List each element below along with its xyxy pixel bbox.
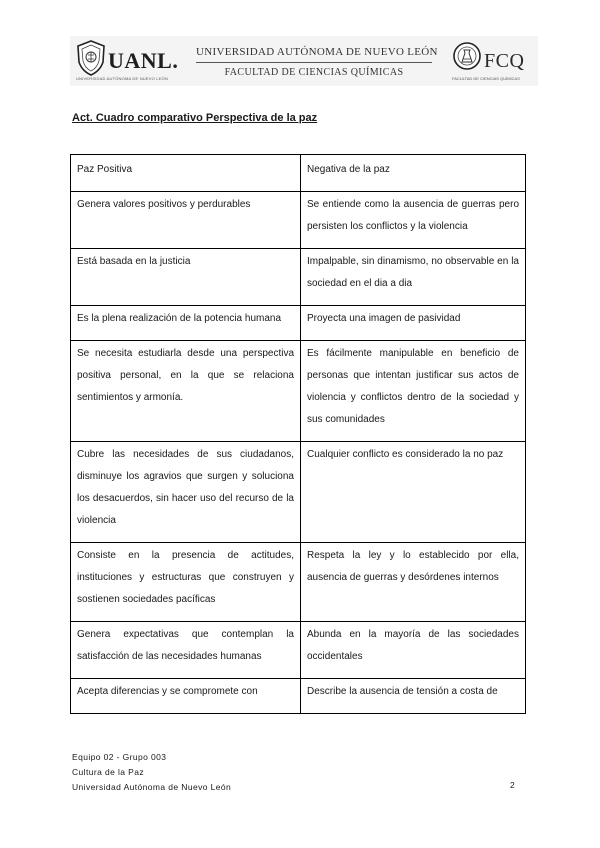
footer-team: Equipo 02 - Grupo 003: [72, 752, 167, 762]
table-row: [71, 192, 526, 249]
table-row: [71, 249, 526, 306]
table-cell: Se necesita estudiarla desde una perspectiva positiva personal, en la que se relaciona sentimientos y armonía.: [71, 341, 301, 442]
page-footer: [72, 750, 231, 795]
header-negativa-paz: Negativa de la paz: [301, 155, 526, 192]
table-row: [71, 679, 526, 714]
table-cell: Cualquier conflicto es considerado la no paz: [301, 442, 526, 543]
table-cell: Proyecta una imagen de pasividad: [301, 306, 526, 341]
university-name: UNIVERSIDAD AUTÓNOMA DE NUEVO LEÓN: [196, 46, 438, 58]
header-paz-positiva: Paz Positiva: [71, 155, 301, 192]
table-cell: Describe la ausencia de tensión a costa de: [301, 679, 526, 714]
fcq-seal-icon: [452, 40, 482, 74]
uanl-wordmark: UANL.: [108, 48, 179, 73]
document-title: Act. Cuadro comparativo Perspectiva de la paz: [72, 112, 318, 124]
fcq-logo: [452, 40, 538, 82]
table-cell: Genera valores positivos y perdurables: [71, 192, 301, 249]
table-row: [71, 622, 526, 679]
table-cell: Consiste en la presencia de actitudes, instituciones y estructuras que construyen y sostienen sociedades pacíficas: [71, 543, 301, 622]
table-cell: Impalpable, sin dinamismo, no observable en la sociedad en el dia a dia: [301, 249, 526, 306]
header-divider: [196, 62, 432, 63]
table-cell: Genera expectativas que contemplan la satisfacción de las necesidades humanas: [71, 622, 301, 679]
page-number: 2: [510, 780, 515, 790]
fcq-wordmark: FCQ: [484, 50, 525, 72]
table-cell: Cubre las necesidades de sus ciudadanos, disminuye los agravios que surgen y soluciona los desacuerdos, sin hacer uso del recurso de la violencia: [71, 442, 301, 543]
table-cell: Es la plena realización de la potencia humana: [71, 306, 301, 341]
uanl-logo: [76, 40, 180, 82]
table-row: [71, 543, 526, 622]
table-cell: Se entiende como la ausencia de guerras pero persisten los conflictos y la violencia: [301, 192, 526, 249]
table-cell: Abunda en la mayoría de las sociedades occidentales: [301, 622, 526, 679]
table-cell: Es fácilmente manipulable en beneficio de personas que intentan justificar sus actos de violencia y conflictos dentro de la sociedad y sus comunidades: [301, 341, 526, 442]
table-row: [71, 442, 526, 543]
table-header-row: [71, 155, 526, 192]
comparison-table: [70, 154, 526, 714]
uanl-subtitle: UNIVERSIDAD AUTÓNOMA DE NUEVO LEÓN: [76, 76, 168, 81]
table-cell: Respeta la ley y lo establecido por ella, ausencia de guerras y desórdenes internos: [301, 543, 526, 622]
table-row: [71, 341, 526, 442]
faculty-name: FACULTAD DE CIENCIAS QUÍMICAS: [224, 67, 404, 78]
header-institution: [196, 46, 438, 78]
footer-university: Universidad Autónoma de Nuevo León: [72, 782, 232, 792]
table-cell: Acepta diferencias y se compromete con: [71, 679, 301, 714]
table-cell: Está basada en la justicia: [71, 249, 301, 306]
uanl-seal-icon: [76, 40, 106, 76]
table-row: [71, 306, 526, 341]
fcq-subtitle: FACULTAD DE CIENCIAS QUÍMICAS: [452, 76, 520, 81]
footer-course: Cultura de la Paz: [72, 767, 145, 777]
